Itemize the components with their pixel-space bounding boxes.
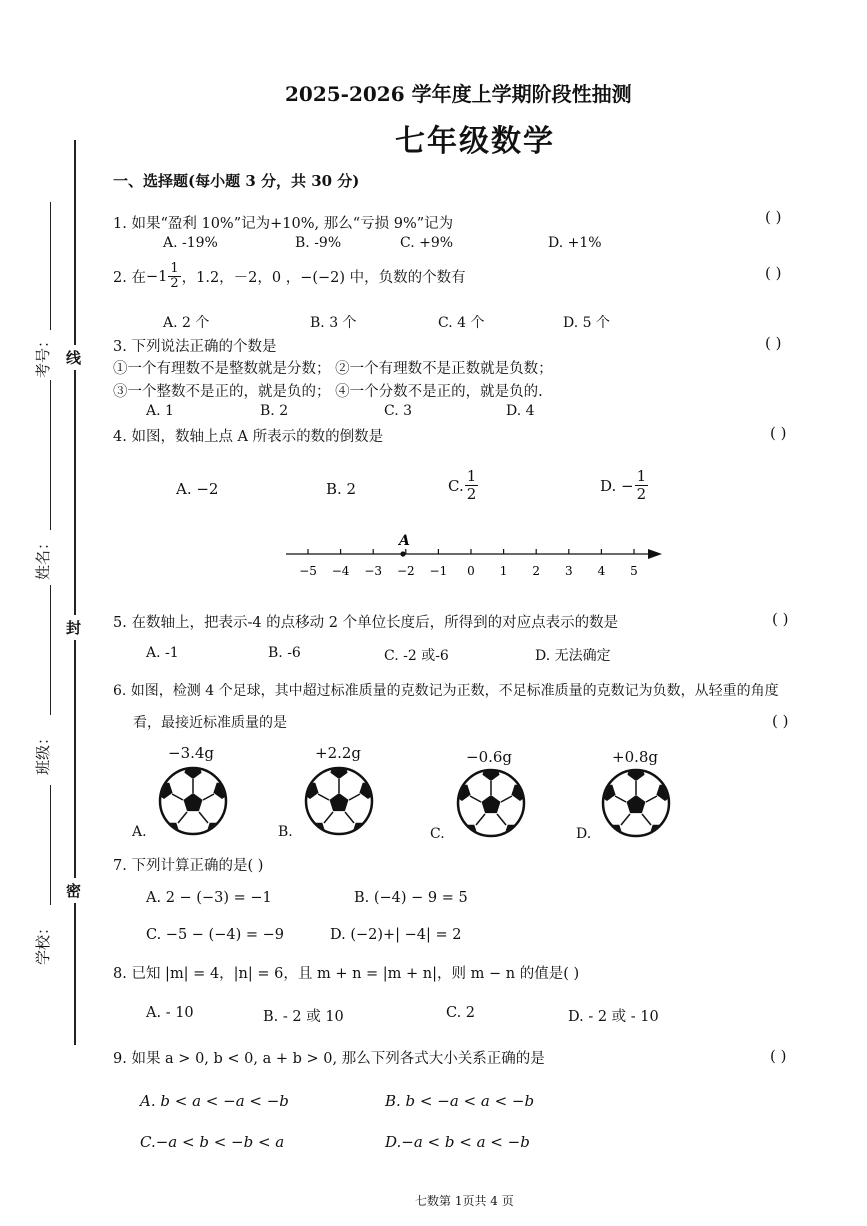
q2-answer-paren[interactable]: ( ) bbox=[765, 264, 782, 282]
subject-title: 七年级数学 bbox=[395, 124, 555, 159]
ball-b-letter[interactable]: B. bbox=[278, 824, 293, 840]
tick-label: 1 bbox=[499, 564, 508, 578]
tick-label: 0 bbox=[467, 564, 475, 578]
q4-c-den: 2 bbox=[466, 485, 477, 503]
q4-answer-paren[interactable]: ( ) bbox=[770, 424, 787, 442]
q3-stem: 3. 下列说法正确的个数是 bbox=[113, 339, 277, 355]
q3-answer-paren[interactable]: ( ) bbox=[765, 334, 782, 352]
margin-label-school: 学校： bbox=[34, 919, 52, 965]
q4-stem: 4. 如图，数轴上点 A 所表示的数的倒数是 bbox=[113, 429, 384, 445]
q5-option-d[interactable]: D. 无法确定 bbox=[535, 648, 611, 664]
q2-option-a[interactable]: A. 2 个 bbox=[163, 315, 210, 331]
point-a-label: A bbox=[399, 533, 410, 549]
q9-option-c[interactable]: C.−a < b < −b < a bbox=[140, 1133, 285, 1151]
q9-option-a[interactable]: A. b < a < −a < −b bbox=[140, 1092, 289, 1110]
tick-label: −2 bbox=[396, 564, 415, 578]
tick-label: 5 bbox=[630, 564, 638, 578]
tick-label: −1 bbox=[429, 564, 448, 578]
q9-answer-paren[interactable]: ( ) bbox=[770, 1047, 787, 1065]
q8-option-c[interactable]: C. 2 bbox=[446, 1005, 476, 1021]
number-line-arrow bbox=[648, 549, 662, 559]
q1-option-d[interactable]: D. +1% bbox=[548, 235, 602, 251]
margin-field-line-2 bbox=[50, 380, 51, 530]
q2-fraction bbox=[168, 262, 180, 291]
q2-rest: ，1.2，－2，0 ，−(−2) 中，负数的个数有 bbox=[181, 270, 466, 286]
seal-word-secret: 密 bbox=[66, 878, 81, 903]
q2-option-b[interactable]: B. 3 个 bbox=[310, 315, 357, 331]
q5-option-a[interactable]: A. -1 bbox=[146, 645, 179, 661]
soccer-ball-a-icon[interactable] bbox=[158, 766, 228, 840]
q7-option-d[interactable]: D. (−2)+| −4| = 2 bbox=[330, 927, 462, 943]
q5-answer-paren[interactable]: ( ) bbox=[772, 610, 789, 628]
q6-stem-line2: 看，最接近标准质量的是 bbox=[133, 715, 287, 731]
q2-stem bbox=[113, 262, 466, 291]
q4-c-num: 1 bbox=[466, 467, 477, 485]
q8-option-a[interactable]: A. - 10 bbox=[146, 1005, 194, 1021]
tick-label: 4 bbox=[597, 564, 606, 578]
margin-label-class: 班级： bbox=[34, 729, 52, 775]
q1-option-b[interactable]: B. -9% bbox=[295, 235, 342, 251]
q7-stem: 7. 下列计算正确的是( ) bbox=[113, 858, 264, 874]
q3-option-b[interactable]: B. 2 bbox=[260, 403, 289, 419]
q2-mixed-whole: −1 bbox=[145, 268, 168, 285]
margin-label-name: 姓名： bbox=[34, 534, 52, 580]
ball-c-weight: −0.6g bbox=[466, 748, 513, 766]
q2-prefix: 2. 在 bbox=[113, 270, 146, 286]
ball-d-weight: +0.8g bbox=[612, 748, 659, 766]
q1-option-a[interactable]: A. -19% bbox=[163, 235, 218, 251]
q9-stem: 9. 如果 a > 0, b < 0, a + b > 0, 那么下列各式大小关系正确的是 bbox=[113, 1051, 545, 1067]
q3-option-a[interactable]: A. 1 bbox=[146, 403, 174, 419]
q4-option-c[interactable] bbox=[448, 468, 479, 503]
q8-option-b[interactable]: B. - 2 或 10 bbox=[263, 1009, 344, 1025]
q9-option-b[interactable]: B. b < −a < a < −b bbox=[385, 1092, 535, 1110]
q7-option-c[interactable]: C. −5 − (−4) = −9 bbox=[146, 927, 284, 943]
ball-a-letter[interactable]: A. bbox=[132, 824, 147, 840]
q6-stem-line1: 6. 如图，检测 4 个足球，其中超过标准质量的克数记为正数，不足标准质量的克数记为负数，从轻重的角度 bbox=[113, 683, 779, 699]
q5-option-c[interactable]: C. -2 或-6 bbox=[384, 648, 449, 664]
tick-label: −3 bbox=[364, 564, 383, 578]
q9-option-d[interactable]: D.−a < b < a < −b bbox=[385, 1133, 530, 1151]
point-a-dot bbox=[400, 551, 405, 556]
tick-label: −5 bbox=[299, 564, 317, 578]
tick-label: 3 bbox=[564, 564, 573, 578]
q2-frac-num: 1 bbox=[170, 261, 179, 276]
q8-option-d[interactable]: D. - 2 或 - 10 bbox=[568, 1009, 659, 1025]
ball-a-weight: −3.4g bbox=[168, 744, 215, 762]
q5-stem: 5. 在数轴上，把表示-4 的点移动 2 个单位长度后，所得到的对应点表示的数是 bbox=[113, 615, 619, 631]
q2-frac-den: 2 bbox=[170, 276, 179, 291]
q4-option-d[interactable] bbox=[600, 468, 649, 503]
q8-stem: 8. 已知 |m| = 4，|n| = 6，且 m + n = |m + n|，则 m − n 的值是( ) bbox=[113, 966, 580, 982]
q2-option-c[interactable]: C. 4 个 bbox=[438, 315, 485, 331]
q3-option-c[interactable]: C. 3 bbox=[384, 403, 413, 419]
seal-word-seal: 封 bbox=[66, 615, 81, 640]
q4-option-c-letter: C. bbox=[448, 476, 464, 495]
margin-label-exam-number: 考号： bbox=[34, 332, 52, 378]
q7-option-a[interactable]: A. 2 − (−3) = −1 bbox=[146, 890, 272, 906]
section-heading: 一、选择题(每小题 3 分，共 30 分) bbox=[113, 172, 360, 190]
tick-label: −4 bbox=[331, 564, 350, 578]
q1-stem: 1. 如果“盈利 10%”记为+10%, 那么“亏损 9%”记为 bbox=[113, 216, 454, 232]
q4-option-c-fraction bbox=[465, 468, 479, 503]
q5-option-b[interactable]: B. -6 bbox=[268, 645, 301, 661]
number-line bbox=[278, 528, 670, 584]
q4-d-den: 2 bbox=[636, 485, 647, 503]
q4-option-a[interactable]: A. −2 bbox=[176, 480, 219, 498]
margin-vertical-line bbox=[74, 140, 76, 1045]
q4-option-d-fraction bbox=[635, 468, 649, 503]
q7-option-b[interactable]: B. (−4) − 9 = 5 bbox=[354, 890, 468, 906]
q4-option-d-letter: D. − bbox=[600, 476, 634, 495]
ball-d-letter[interactable]: D. bbox=[576, 826, 592, 842]
margin-field-line-1 bbox=[50, 202, 51, 330]
number-line-ticks bbox=[299, 549, 638, 578]
q1-answer-paren[interactable]: ( ) bbox=[765, 208, 782, 226]
q6-answer-paren[interactable]: ( ) bbox=[772, 712, 789, 730]
q4-option-b[interactable]: B. 2 bbox=[326, 480, 357, 498]
exam-title: 2025-2026 学年度上学期阶段性抽测 bbox=[285, 82, 632, 106]
seal-word-line: 线 bbox=[66, 345, 81, 370]
ball-c-letter[interactable]: C. bbox=[430, 826, 445, 842]
q4-d-num: 1 bbox=[636, 467, 647, 485]
ball-b-weight: +2.2g bbox=[315, 744, 362, 762]
soccer-ball-c-icon[interactable] bbox=[456, 768, 526, 842]
q1-option-c[interactable]: C. +9% bbox=[400, 235, 454, 251]
tick-label: 2 bbox=[532, 564, 541, 578]
soccer-ball-d-icon[interactable] bbox=[601, 768, 671, 842]
q3-statements-1: ①一个有理数不是整数就是分数； ②一个有理数不是正数就是负数； bbox=[113, 361, 553, 377]
soccer-ball-b-icon[interactable] bbox=[304, 766, 374, 840]
page-footer: 七数第 1页共 4 页 bbox=[415, 1194, 514, 1208]
margin-field-line-4 bbox=[50, 785, 51, 905]
q3-option-d[interactable]: D. 4 bbox=[506, 403, 535, 419]
margin-field-line-3 bbox=[50, 585, 51, 715]
q3-statements-2: ③一个整数不是正的，就是负的； ④一个分数不是正的，就是负的. bbox=[113, 384, 543, 400]
q2-option-d[interactable]: D. 5 个 bbox=[563, 315, 610, 331]
